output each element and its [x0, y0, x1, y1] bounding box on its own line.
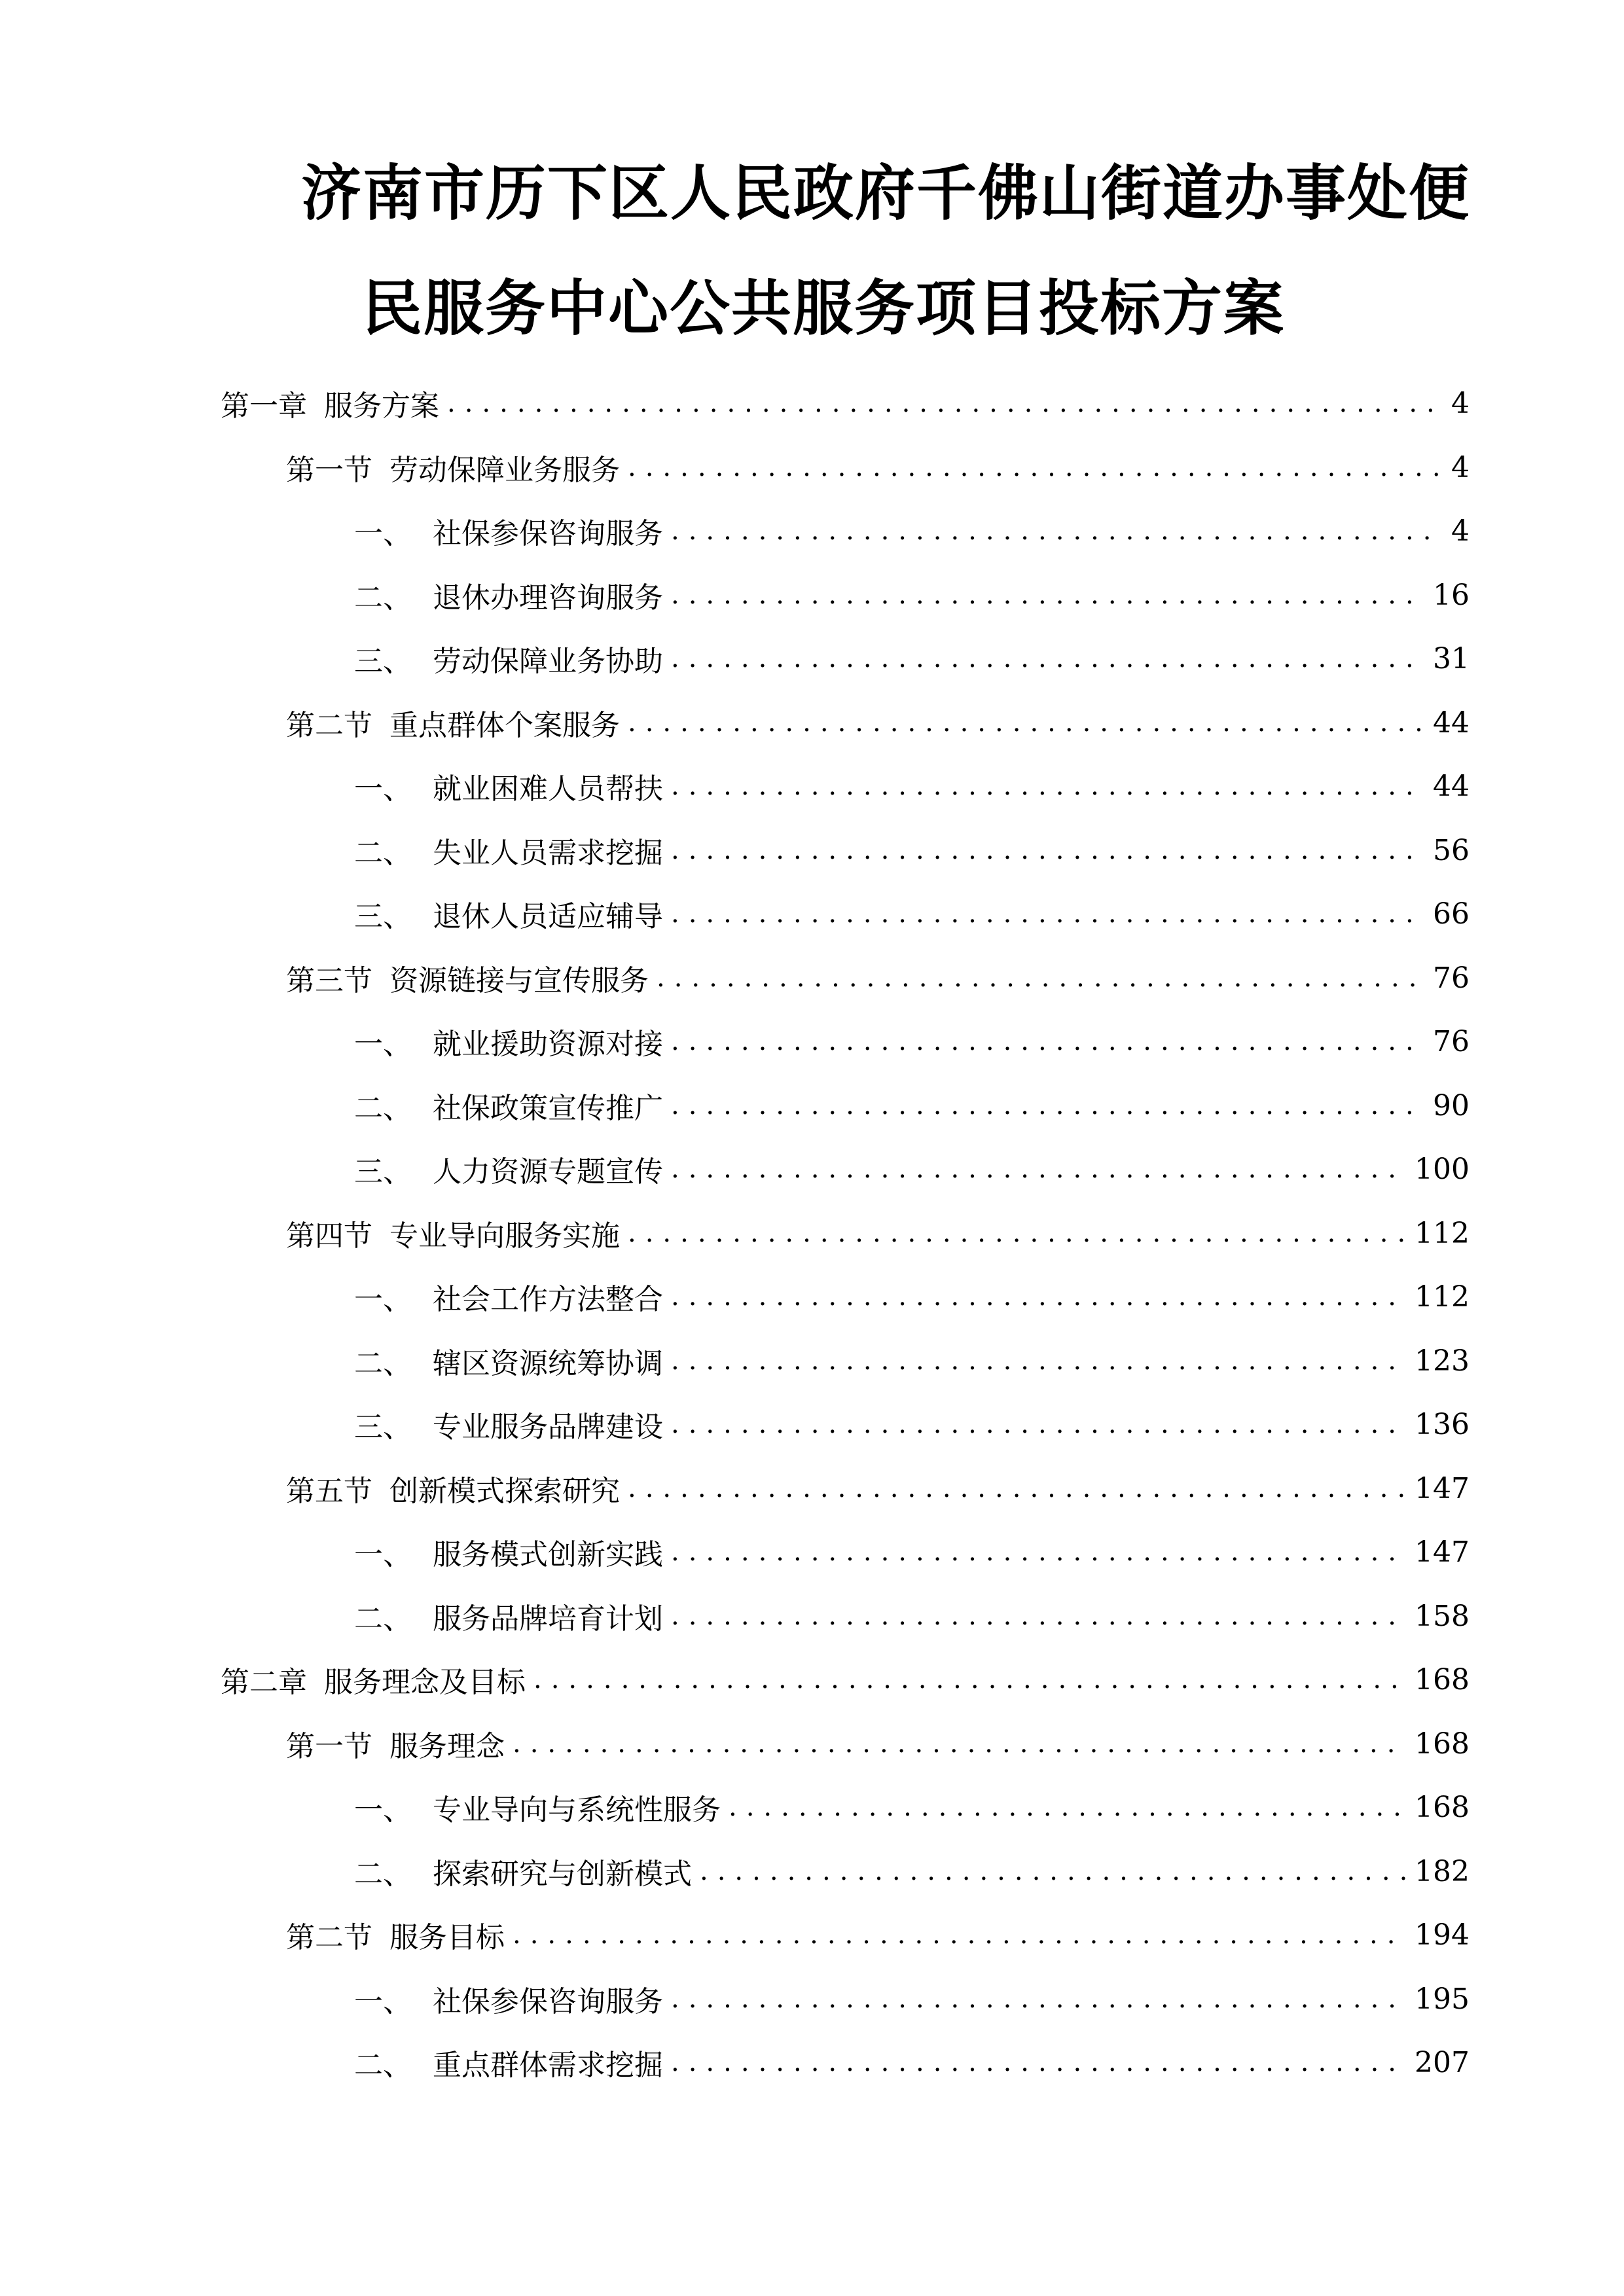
- toc-entry-label: [354, 829, 663, 871]
- toc-entry-label: [286, 1914, 505, 1956]
- toc-entry-text: 社保政策宣传推广: [433, 1092, 663, 1125]
- toc-page-number: 56: [1433, 833, 1470, 867]
- toc-entry-text: 劳动保障业务服务: [389, 454, 620, 487]
- toc-dot-leader: [671, 835, 1425, 865]
- toc-page-number: 158: [1415, 1599, 1470, 1633]
- toc-entry[interactable]: [354, 1270, 1470, 1323]
- toc-entry-label: [286, 1723, 505, 1765]
- toc-entry-number: 第四节: [286, 1219, 372, 1253]
- toc-entry-label: [354, 1020, 663, 1062]
- toc-entry[interactable]: [354, 760, 1470, 812]
- toc-entry-text: 探索研究与创新模式: [433, 1857, 692, 1891]
- toc-entry-label: [286, 957, 649, 999]
- toc-entry[interactable]: [221, 377, 1470, 429]
- toc-entry-label: [354, 637, 663, 679]
- toc-entry[interactable]: [354, 632, 1470, 685]
- toc-entry-text: 人力资源专题宣传: [433, 1155, 663, 1189]
- toc-entry-number: 第三节: [286, 964, 372, 997]
- toc-dot-leader: [671, 1090, 1425, 1121]
- toc-entry-text: 服务模式创新实践: [433, 1538, 663, 1571]
- toc-page-number: 100: [1415, 1152, 1470, 1186]
- toc-entry[interactable]: [354, 505, 1470, 557]
- toc-entry-number: 二、: [354, 1857, 412, 1891]
- toc-entry[interactable]: [354, 1973, 1470, 2025]
- toc-entry-number: 三、: [354, 900, 412, 933]
- toc-entry-number: 二、: [354, 581, 412, 615]
- toc-entry-number: 一、: [354, 1283, 412, 1316]
- toc-dot-leader: [671, 643, 1425, 673]
- toc-entry[interactable]: [354, 569, 1470, 621]
- toc-entry-text: 就业困难人员帮扶: [433, 772, 663, 806]
- toc-page-number: 76: [1433, 961, 1470, 995]
- toc-page-number: 182: [1415, 1854, 1470, 1888]
- toc-entry-number: 一、: [354, 1538, 412, 1571]
- toc-entry[interactable]: [354, 1781, 1470, 1833]
- toc-entry[interactable]: [354, 1015, 1470, 1067]
- toc-entry-label: [286, 1467, 620, 1509]
- toc-entry[interactable]: [354, 1398, 1470, 1450]
- toc-dot-leader: [628, 1473, 1407, 1503]
- toc-entry-text: 专业导向与系统性服务: [433, 1793, 721, 1827]
- toc-entry-text: 服务方案: [324, 389, 439, 423]
- toc-entry[interactable]: [354, 1590, 1470, 1642]
- toc-dot-leader: [671, 516, 1442, 546]
- toc-entry-number: 第一章: [221, 389, 307, 423]
- toc-entry-number: 二、: [354, 836, 412, 870]
- toc-entry-label: [354, 765, 663, 807]
- toc-entry-label: [354, 1340, 663, 1382]
- toc-entry[interactable]: [354, 1079, 1470, 1132]
- toc-entry-text: 退休人员适应辅导: [433, 900, 663, 933]
- toc-entry[interactable]: [354, 888, 1470, 940]
- toc-dot-leader: [671, 1409, 1407, 1439]
- toc-page-number: 147: [1415, 1535, 1470, 1569]
- toc-page-number: 66: [1433, 897, 1470, 931]
- toc-entry[interactable]: [354, 1143, 1470, 1195]
- toc-entry-label: [354, 1276, 663, 1318]
- toc-entry-number: 一、: [354, 1985, 412, 2018]
- toc-entry-number: 三、: [354, 1155, 412, 1189]
- toc-dot-leader: [628, 708, 1425, 738]
- toc-entry-text: 退休办理咨询服务: [433, 581, 663, 615]
- toc-entry-number: 一、: [354, 517, 412, 550]
- toc-entry[interactable]: [286, 441, 1470, 493]
- toc-entry-number: 一、: [354, 1028, 412, 1061]
- toc-dot-leader: [700, 1856, 1407, 1886]
- toc-page-number: 44: [1433, 706, 1470, 740]
- toc-page-number: 147: [1415, 1471, 1470, 1505]
- toc-page-number: 168: [1415, 1727, 1470, 1761]
- toc-dot-leader: [671, 1154, 1407, 1184]
- toc-dot-leader: [671, 1601, 1407, 1631]
- toc-entry-text: 专业导向服务实施: [389, 1219, 620, 1253]
- toc-page-number: 4: [1451, 386, 1470, 420]
- toc-dot-leader: [671, 580, 1425, 610]
- toc-page-number: 195: [1415, 1982, 1470, 2016]
- toc-entry-number: 第一节: [286, 454, 372, 487]
- toc-dot-leader: [671, 1984, 1407, 2014]
- toc-dot-leader: [671, 1537, 1407, 1567]
- toc-entry-text: 重点群体个案服务: [389, 709, 620, 742]
- toc-dot-leader: [513, 1729, 1407, 1759]
- toc-entry-label: [221, 1659, 526, 1700]
- toc-dot-leader: [657, 963, 1425, 993]
- toc-entry-number: 三、: [354, 1410, 412, 1444]
- toc-page-number: 136: [1415, 1407, 1470, 1441]
- toc-page-number: 168: [1415, 1662, 1470, 1696]
- toc-page-number: 168: [1415, 1790, 1470, 1824]
- toc-entry-label: [354, 1595, 663, 1637]
- toc-entry-label: [354, 1531, 663, 1573]
- toc-dot-leader: [671, 899, 1425, 929]
- toc-entry[interactable]: [354, 1845, 1470, 1897]
- toc-entry[interactable]: [354, 2036, 1470, 2089]
- toc-entry-text: 社保参保咨询服务: [433, 1985, 663, 2018]
- toc-entry-text: 社保参保咨询服务: [433, 517, 663, 550]
- toc-page-number: 4: [1451, 450, 1470, 484]
- toc-entry-label: [286, 1212, 620, 1254]
- toc-entry-label: [354, 574, 663, 616]
- toc-dot-leader: [729, 1792, 1407, 1822]
- toc-page-number: 207: [1415, 2045, 1470, 2079]
- toc-page-number: 90: [1433, 1088, 1470, 1122]
- toc-entry-text: 就业援助资源对接: [433, 1028, 663, 1061]
- toc-entry[interactable]: [286, 1207, 1470, 1259]
- toc-dot-leader: [447, 388, 1442, 418]
- toc-entry[interactable]: [354, 824, 1470, 876]
- toc-entry-label: [354, 1403, 663, 1445]
- toc-entry-label: [354, 893, 663, 935]
- toc-entry-text: 资源链接与宣传服务: [389, 964, 649, 997]
- toc-dot-leader: [671, 1282, 1407, 1312]
- toc-entry-text: 社会工作方法整合: [433, 1283, 663, 1316]
- document-title-line-2: 民服务中心公共服务项目投标方案: [362, 274, 1286, 344]
- toc-page-number: 112: [1415, 1280, 1470, 1314]
- toc-entry-number: 第二节: [286, 709, 372, 742]
- toc-dot-leader: [533, 1664, 1407, 1695]
- toc-page-number: 31: [1433, 641, 1470, 675]
- toc-entry-text: 重点群体需求挖掘: [433, 2049, 663, 2082]
- toc-entry[interactable]: [354, 1335, 1470, 1387]
- document-title-line-1: 济南市历下区人民政府千佛山街道办事处便: [301, 158, 1471, 228]
- toc-page-number: 76: [1433, 1024, 1470, 1058]
- toc-entry-number: 第二节: [286, 1921, 372, 1954]
- toc-dot-leader: [628, 1218, 1407, 1248]
- toc-entry-number: 第一节: [286, 1730, 372, 1763]
- toc-page-number: 44: [1433, 769, 1470, 803]
- toc-dot-leader: [671, 1346, 1407, 1376]
- toc-entry-label: [354, 1850, 692, 1892]
- toc-entry[interactable]: [286, 952, 1470, 1004]
- toc-entry-number: 二、: [354, 1602, 412, 1636]
- toc-entry[interactable]: [286, 1909, 1470, 1961]
- toc-entry-text: 劳动保障业务协助: [433, 645, 663, 678]
- toc-entry-number: 第二章: [221, 1666, 307, 1699]
- toc-entry-text: 服务理念: [389, 1730, 505, 1763]
- toc-entry-text: 专业服务品牌建设: [433, 1410, 663, 1444]
- toc-entry-number: 二、: [354, 1347, 412, 1380]
- toc-entry-text: 服务目标: [389, 1921, 505, 1954]
- toc-entry-number: 三、: [354, 645, 412, 678]
- toc-dot-leader: [671, 2047, 1407, 2077]
- toc-dot-leader: [671, 1026, 1425, 1056]
- toc-dot-leader: [513, 1920, 1407, 1950]
- toc-entry-number: 二、: [354, 2049, 412, 2082]
- toc-page-number: 112: [1415, 1216, 1470, 1250]
- toc-entry-text: 辖区资源统筹协调: [433, 1347, 663, 1380]
- toc-dot-leader: [671, 771, 1425, 801]
- toc-entry[interactable]: [354, 1526, 1470, 1578]
- toc-entry-label: [354, 510, 663, 552]
- toc-entry-label: [354, 1786, 721, 1828]
- toc-entry-label: [354, 1978, 663, 2020]
- toc-entry-label: [286, 446, 620, 488]
- toc-entry-label: [354, 2041, 663, 2083]
- toc-entry-text: 创新模式探索研究: [389, 1475, 620, 1508]
- toc-entry-label: [286, 702, 620, 744]
- toc-entry-number: 一、: [354, 772, 412, 806]
- toc-entry-text: 服务理念及目标: [324, 1666, 526, 1699]
- toc-entry[interactable]: [286, 1462, 1470, 1515]
- toc-entry-text: 失业人员需求挖掘: [433, 836, 663, 870]
- toc-entry-label: [221, 382, 439, 424]
- toc-entry[interactable]: [221, 1653, 1470, 1706]
- toc-entry[interactable]: [286, 1717, 1470, 1770]
- toc-page-number: 194: [1415, 1918, 1470, 1952]
- toc-entry[interactable]: [286, 696, 1470, 749]
- toc-entry-text: 服务品牌培育计划: [433, 1602, 663, 1636]
- toc-entry-label: [354, 1085, 663, 1126]
- toc-dot-leader: [628, 452, 1442, 482]
- toc-page-number: 4: [1451, 514, 1470, 548]
- toc-entry-number: 二、: [354, 1092, 412, 1125]
- toc-entry-number: 一、: [354, 1793, 412, 1827]
- toc-page-number: 16: [1433, 578, 1470, 612]
- toc-entry-label: [354, 1148, 663, 1190]
- toc-page-number: 123: [1415, 1344, 1470, 1378]
- toc-entry-number: 第五节: [286, 1475, 372, 1508]
